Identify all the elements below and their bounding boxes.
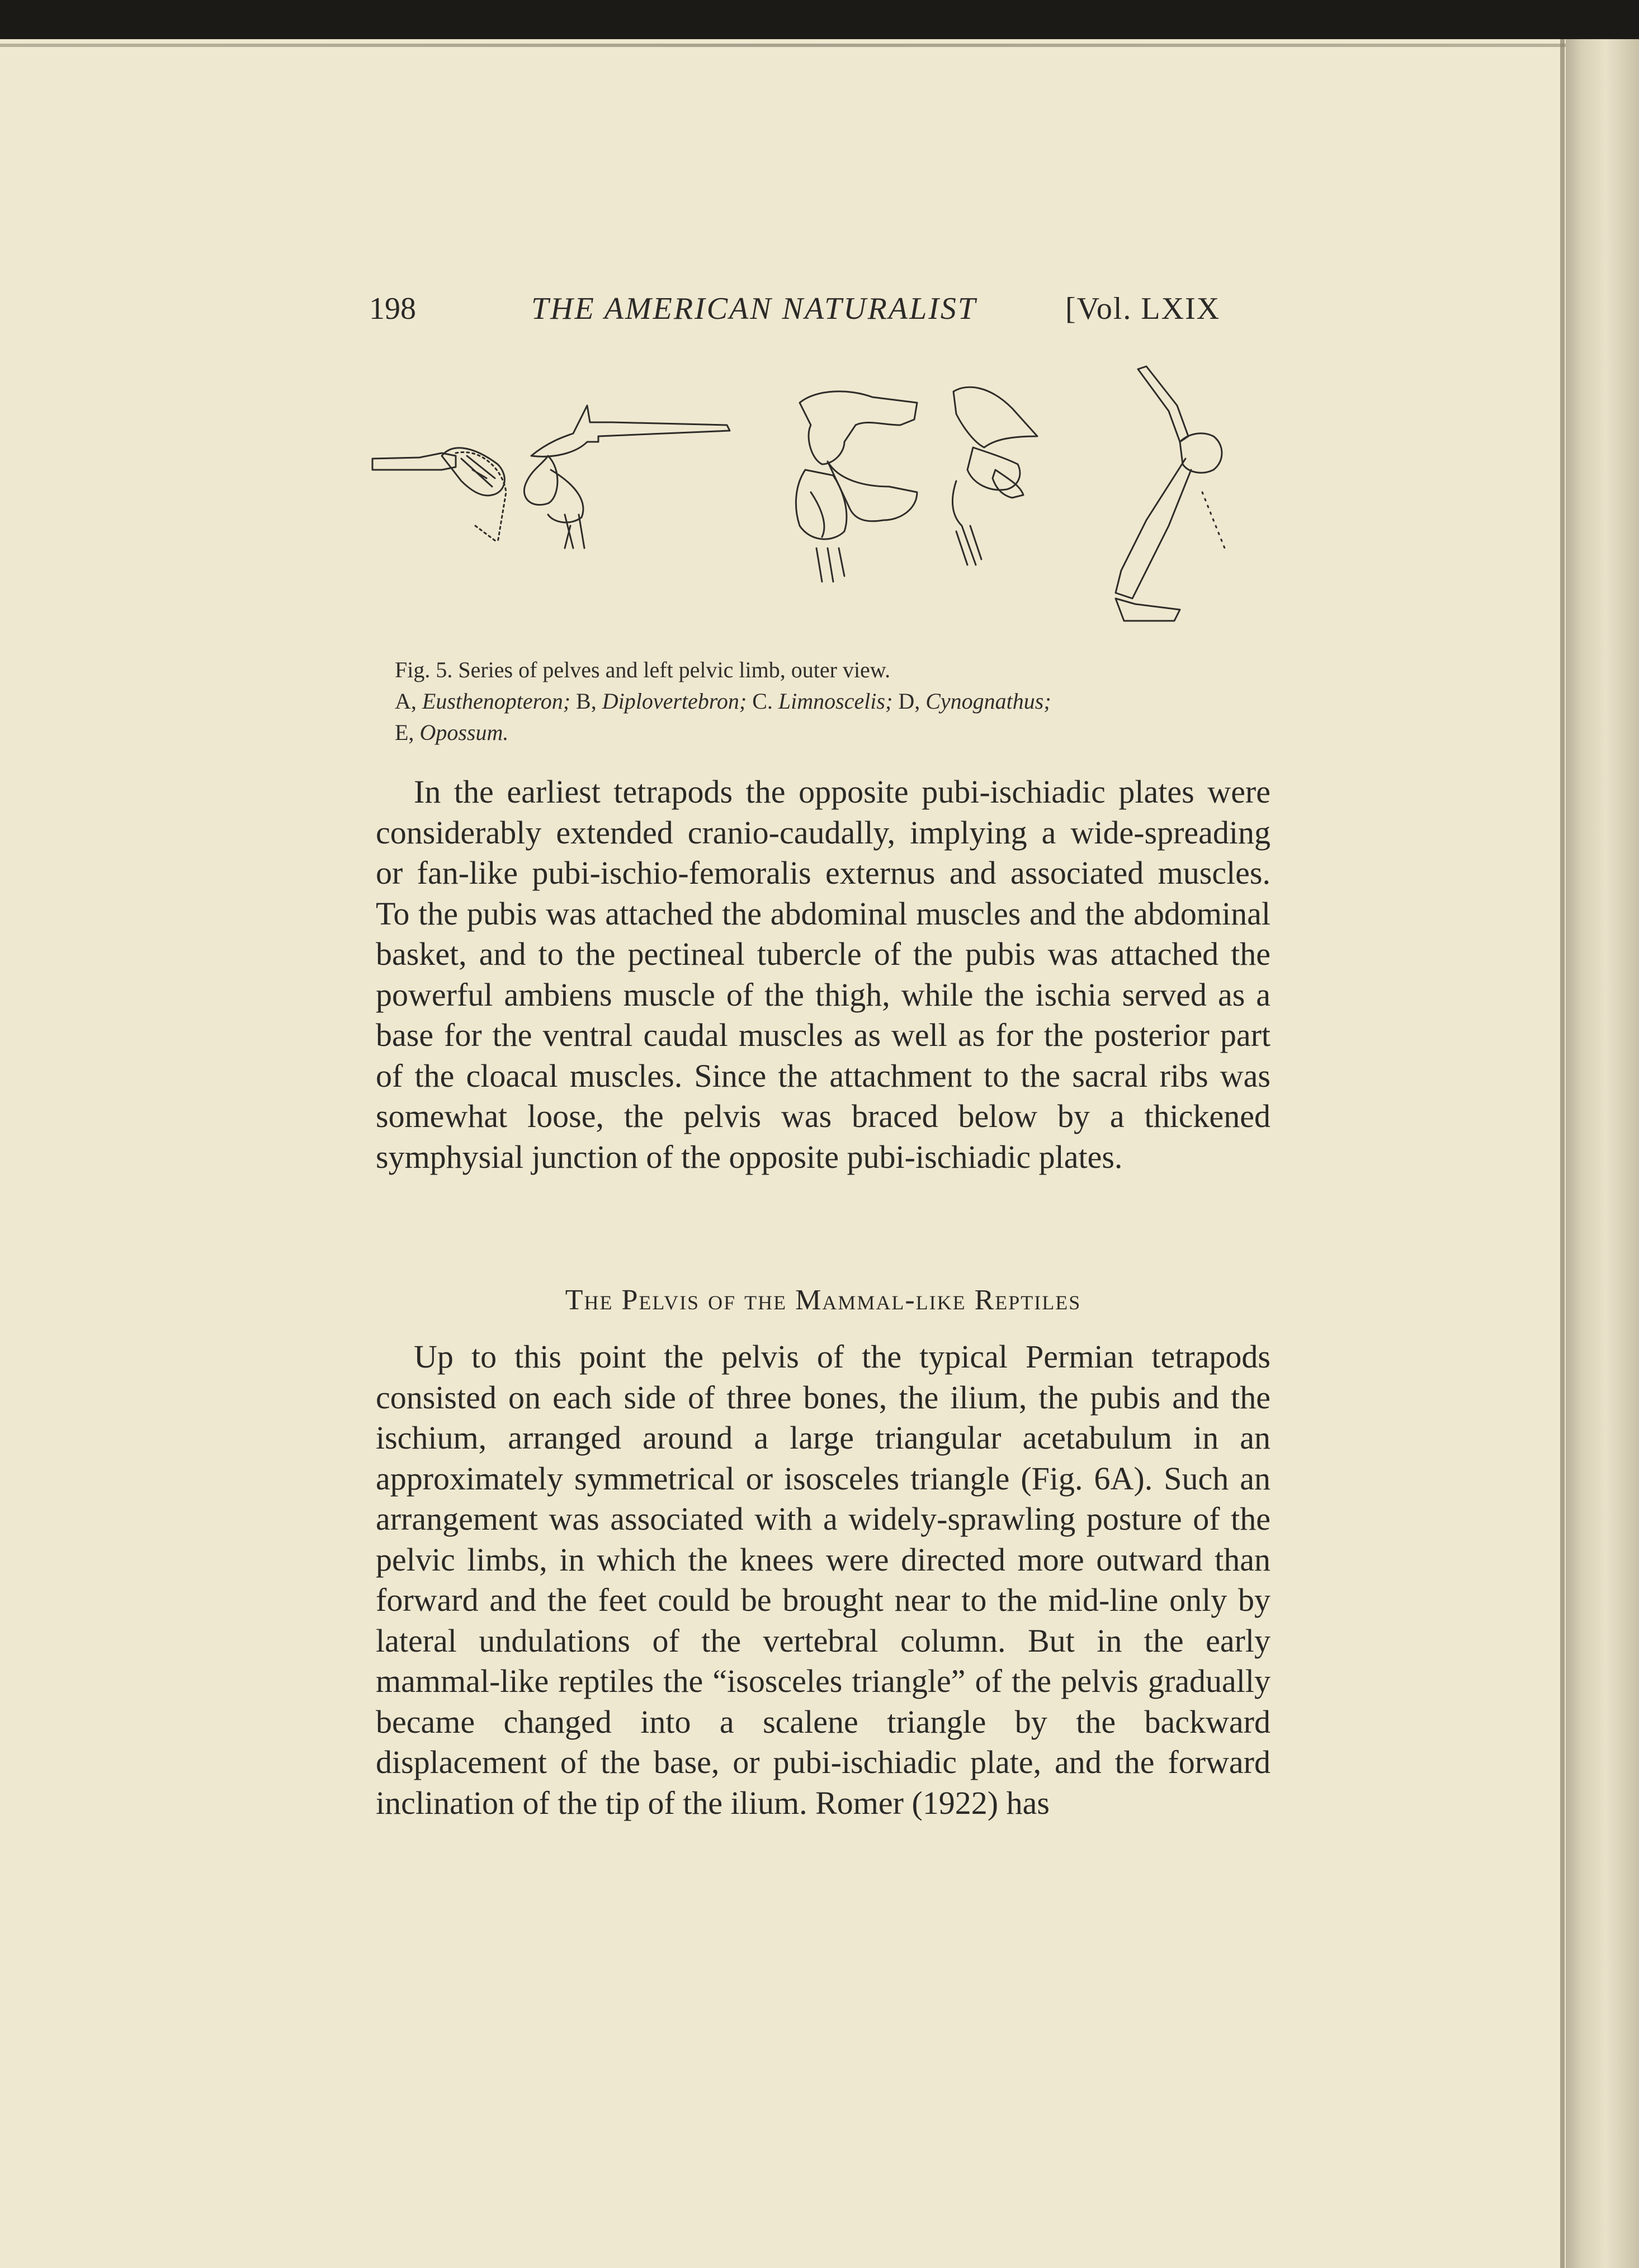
- page-number: 198: [369, 291, 416, 326]
- species-b-name: Diplovertebron;: [602, 689, 747, 714]
- species-e-name: Opossum.: [419, 720, 509, 745]
- page-edge: [1560, 39, 1565, 2268]
- pelvis-a-eusthenopteron-drawing: [372, 448, 506, 543]
- caption-line-1: [375, 654, 1269, 686]
- pelvis-e-opossum-drawing: [1116, 366, 1225, 621]
- pelvis-b-diplovertebron-drawing: [524, 405, 730, 548]
- caption-label: Fig. 5.: [395, 657, 453, 682]
- section-heading: The Pelvis of the Mammal-like Reptiles: [565, 1284, 1081, 1316]
- body-paragraph-1: In the earliest tetrapods the opposite pubi-ischiadic plates were considerably extended cranio-caudally, implying a wide-spreading or fan-like pubi-ischio-femoralis externus and associated muscles. To the pubis was attached the abdominal muscles and the abdominal basket, and to the pectineal tubercle of the pubis was attached the powerful ambiens muscle of the thigh, while the ischia served as a base for the ventral caudal muscles as well as for the posterior part of the cloacal muscles. Since the attachment to the sacral ribs was somewhat loose, the pelvis was braced below by a thickened symphysial junction of the opposite pubi-ischiadic plates.: [376, 774, 1270, 1175]
- caption-species-list: [375, 686, 1269, 748]
- figure-caption: [375, 654, 1269, 748]
- species-d-name: Cynognathus;: [925, 689, 1051, 714]
- running-header: [369, 291, 1264, 336]
- volume-label: [Vol. LXIX: [1065, 291, 1221, 326]
- binding-shadow: [1566, 39, 1639, 2268]
- species-c-name: Limnoscelis;: [778, 689, 893, 714]
- species-a-letter: A,: [395, 689, 417, 714]
- species-b-letter: B,: [576, 689, 597, 714]
- pelvis-c-limnoscelis-drawing: [796, 392, 917, 582]
- top-edge-rule: [0, 44, 1566, 47]
- caption-text: Series of pelves and left pelvic limb, outer view.: [458, 657, 891, 682]
- pelvis-figure: [363, 358, 1269, 660]
- species-e-letter: E,: [395, 720, 414, 745]
- species-c-letter: C.: [752, 689, 773, 714]
- body-paragraph-2: Up to this point the pelvis of the typical Permian tetrapods consisted on each side of three bones, the ilium, the pubis and the ischium, arranged around a large triangular acetabulum in an approximately symmetrical or isosceles triangle (Fig. 6A). Such an arrangement was associated with a widely-sprawling posture of the pelvic limbs, in which the knees were directed more outward than forward and the feet could be brought near to the mid-line only by lateral undulations of the vertebral column. But in the early mammal-like reptiles the “isosceles triangle” of the pelvis gradually became changed into a scalene triangle by the backward displacement of the base, or pubi-ischiadic plate, and the forward inclination of the tip of the ilium. Romer (1922) has: [376, 1338, 1270, 1821]
- species-d-letter: D,: [898, 689, 920, 714]
- journal-title: THE AMERICAN NATURALIST: [531, 291, 977, 326]
- pelvis-d-cynognathus-drawing: [952, 387, 1037, 565]
- species-a-name: Eusthenopteron;: [422, 689, 571, 714]
